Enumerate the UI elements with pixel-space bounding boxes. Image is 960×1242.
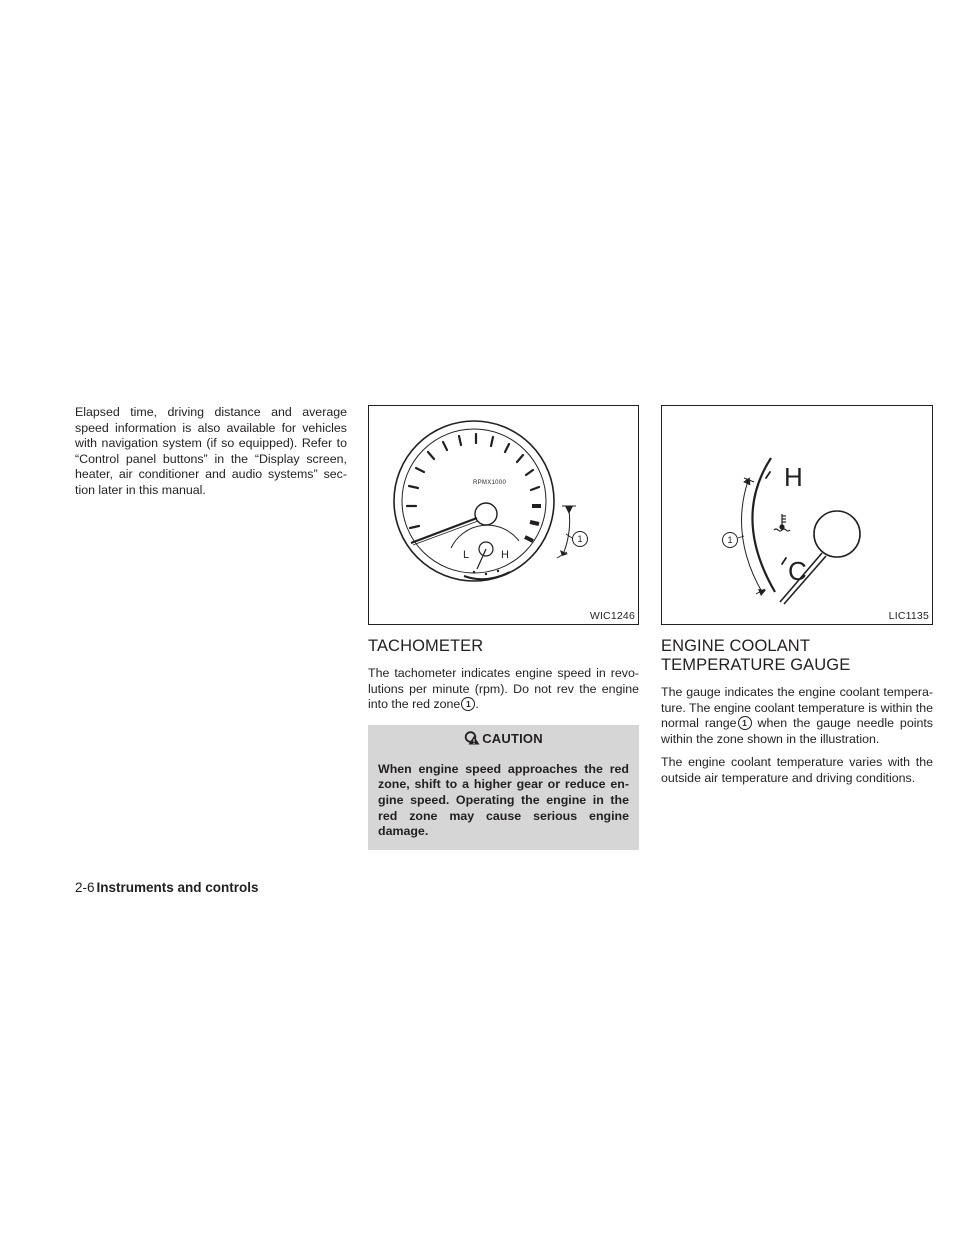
coolant-paragraph-2: The engine coolant temperature varies with the outside air temperature and driving conditions.: [661, 755, 933, 785]
body-text-end: .: [475, 697, 479, 712]
body-text: The tachometer indicates engine speed in revo- lutions per minute (rpm). Do not rev the engine into the red zone: [368, 666, 639, 712]
left-column: [75, 405, 347, 507]
coolant-paragraph-1: [661, 685, 933, 747]
tachometer-illustration-icon: [369, 406, 640, 626]
tachometer-figure: [368, 405, 639, 625]
tachometer-paragraph: [368, 666, 639, 713]
dial-label: RPMX1000: [473, 480, 507, 486]
section-title: Instruments and controls: [96, 880, 259, 895]
coolant-figure: [661, 405, 933, 625]
caution-label: CAUTION: [482, 730, 543, 746]
callout-1: 1: [722, 532, 738, 548]
body-text-end: when the gauge needle points within the zone shown in the illustration.: [661, 716, 933, 746]
cold-label: C: [788, 556, 807, 586]
section-heading: TACHOMETER: [368, 637, 484, 655]
page-number: 2-6: [75, 880, 95, 895]
body-text: The gauge indicates the engine coolant tempera- ture. The engine coolant temperature is within the normal range: [661, 685, 933, 731]
caution-box: [368, 725, 639, 850]
high-label: H: [501, 549, 509, 561]
intro-paragraph: Elapsed time, driving distance and average speed information is also available for vehicles with navigation system (if so equipped). Refer to “Control panel buttons” in the “Display screen, heater, air conditioner and audio systems” sec- tion later in this manual.: [75, 405, 347, 497]
section-heading: ENGINE COOLANT TEMPERATURE GAUGE: [661, 637, 851, 674]
low-label: L: [463, 549, 470, 561]
callout-1: 1: [572, 531, 588, 547]
caution-text: When engine speed approaches the red zone, shift to a higher gear or reduce en- gine speed. Operating the engine in the red zone may cause serious engine damage.: [378, 761, 629, 839]
hot-label: H: [784, 462, 803, 492]
tachometer-section: [368, 405, 639, 850]
warning-triangle-icon: [464, 731, 480, 748]
coolant-section: [661, 405, 933, 795]
figure-id: WIC1246: [589, 610, 635, 622]
ref-callout: 1: [461, 697, 475, 711]
caution-title: [378, 731, 629, 748]
ref-callout: 1: [738, 716, 752, 730]
coolant-temperature-gauge-illustration-icon: [662, 406, 934, 626]
page-footer: [75, 880, 259, 895]
figure-id: LIC1135: [888, 610, 929, 622]
